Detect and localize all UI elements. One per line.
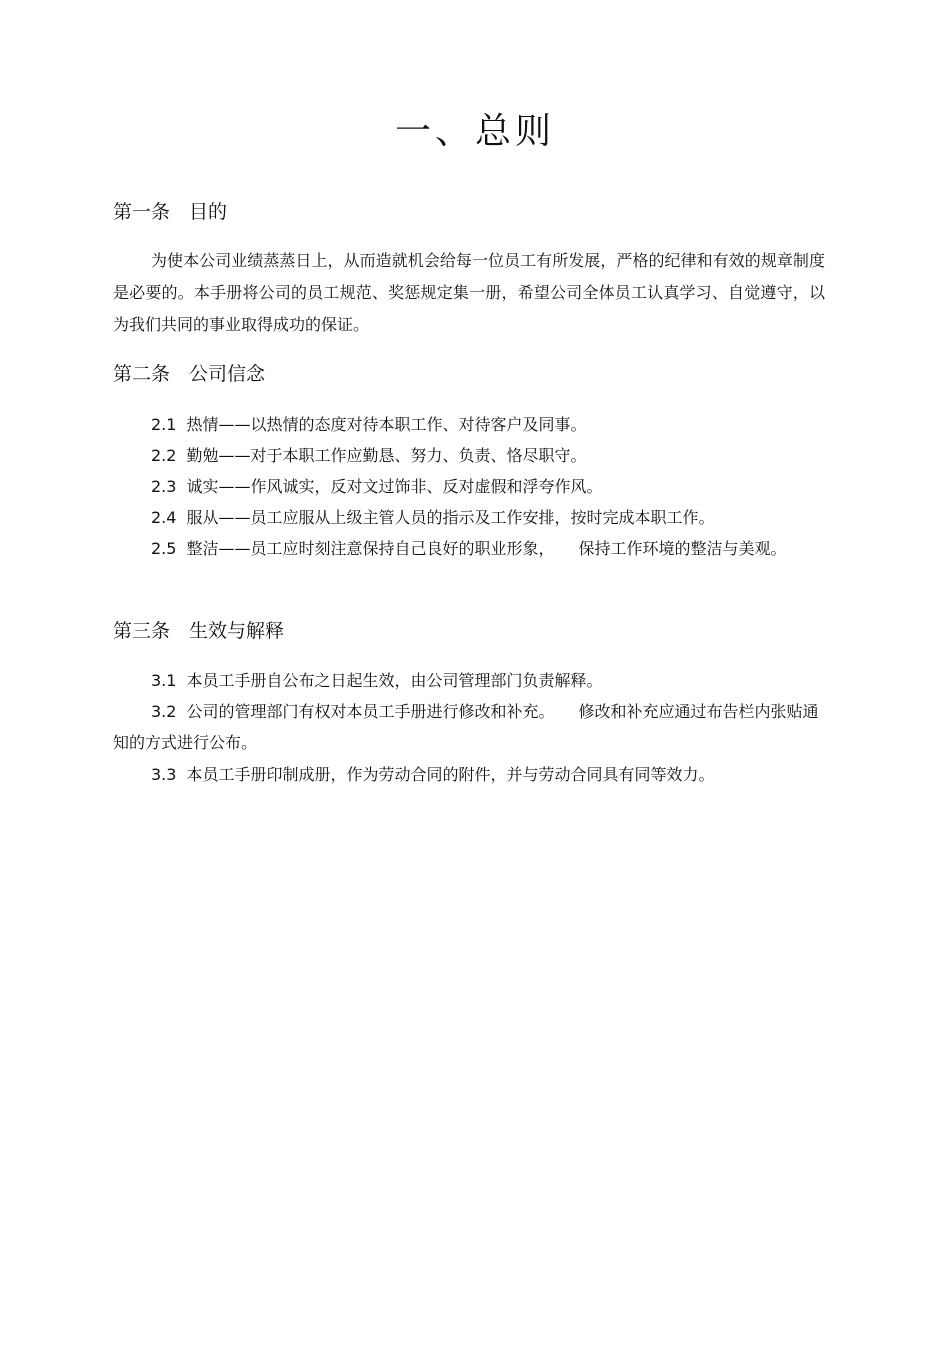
list-item [113, 759, 825, 790]
item-text: 勤勉——对于本职工作应勤恳、努力、负责、恪尽职守。 [186, 446, 587, 465]
item-number: 3.1 [151, 671, 177, 690]
item-number: 2.1 [151, 415, 177, 434]
section-paragraph-purpose: 为使本公司业绩蒸蒸日上，从而造就机会给每一位员工有所发展，严格的纪律和有效的规章制度是必要的。本手册将公司的员工规范、奖惩规定集一册，希望公司全体员工认真学习、自觉遵守，以为我们共同的事业取得成功的保证。 [113, 251, 825, 334]
section-heading-effect: 第三条 生效与解释 [113, 620, 285, 642]
item-number: 2.5 [151, 539, 177, 558]
section-heading-beliefs: 第二条 公司信念 [113, 363, 266, 385]
list-item [113, 440, 825, 471]
list-item [113, 502, 825, 533]
item-text: 整洁——员工应时刻注意保持自己良好的职业形象， 保持工作环境的整洁与美观。 [186, 539, 787, 558]
list-item [113, 696, 825, 758]
item-text: 公司的管理部门有权对本员工手册进行修改和补充。 修改和补充应通过布告栏内张贴通知的方式进行公布。 [113, 702, 819, 752]
item-number: 2.3 [151, 477, 177, 496]
item-text: 本员工手册印制成册，作为劳动合同的附件，并与劳动合同具有同等效力。 [186, 765, 715, 784]
item-number: 3.3 [151, 765, 177, 784]
item-number: 2.2 [151, 446, 177, 465]
item-number: 2.4 [151, 508, 177, 527]
item-text: 本员工手册自公布之日起生效，由公司管理部门负责解释。 [186, 671, 603, 690]
list-item [113, 533, 825, 564]
item-text: 诚实——作风诚实，反对文过饰非、反对虚假和浮夸作风。 [186, 477, 603, 496]
list-item [113, 471, 825, 502]
item-number: 3.2 [151, 702, 177, 721]
section-heading-purpose: 第一条 目的 [113, 201, 228, 223]
page-title: 一、总则 [394, 111, 555, 152]
item-text: 热情——以热情的态度对待本职工作、对待客户及同事。 [186, 415, 587, 434]
list-item [113, 409, 825, 440]
list-item [113, 665, 825, 696]
item-text: 服从——员工应服从上级主管人员的指示及工作安排，按时完成本职工作。 [186, 508, 715, 527]
